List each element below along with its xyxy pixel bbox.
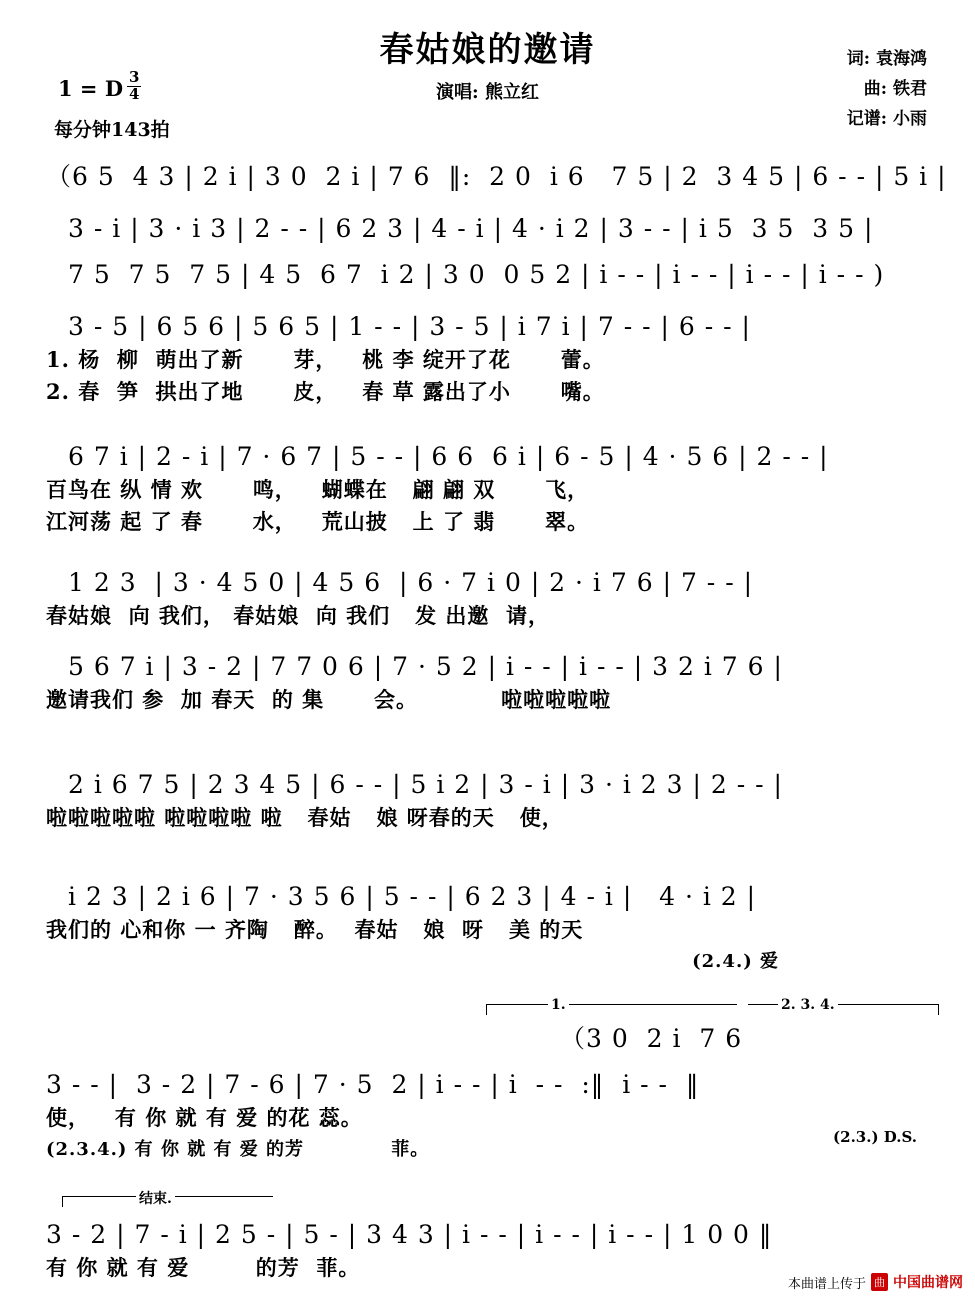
notator-credit: 记谱: 小雨 <box>846 109 927 129</box>
footer-attribution <box>788 1272 963 1292</box>
notation-row: 3 - i | 3 · i 3 | 2 - - | 6 2 3 | 4 - i | 4 · i 2 | 3 - - | i 5 3 5 3 5 | <box>68 214 874 243</box>
lyricist-credit: 词: 袁海鸿 <box>846 49 927 69</box>
score-line-3 <box>0 258 975 292</box>
page-title: 春姑娘的邀请 <box>379 30 596 70</box>
lyrics-verse-2: 江河荡 起 了 春 水， 荒山披 上 了 翡 翠。 <box>46 509 590 534</box>
second-ending-bracket <box>748 1004 939 1015</box>
singer-credit: 演唱: 熊立红 <box>436 82 539 103</box>
score-line-4 <box>0 310 975 408</box>
lyrics-verse-2: (2.3.4.) 有 你 就 有 爱 的芳 菲。 <box>46 1139 430 1160</box>
notation-row: i 2 3 | 2 i 6 | 7 · 3 5 6 | 5 - - | 6 2 3 | 4 - i | 4 · i 2 | <box>68 882 757 911</box>
time-signature-numerator: 3 <box>129 68 140 86</box>
notation-row: 3 - 2 | 7 - i | 2 5 - | 5 - | 3 4 3 | i - - | i - - | i - - | 1 0 0 ‖ <box>46 1220 773 1249</box>
credits-block <box>847 44 927 134</box>
score-line-6 <box>0 566 975 632</box>
lyrics-verse-1: 1. 杨 柳 萌出了新 芽， 桃 李 绽开了花 蕾。 <box>46 347 605 372</box>
coda-label: 结束. <box>136 1188 175 1208</box>
score-line-5 <box>0 440 975 538</box>
lyrics-verse-1: 啦啦啦啦啦 啦啦啦啦 啦 春姑 娘 呀春的天 使， <box>46 805 564 830</box>
lyrics-verse-1: 邀请我们 参 加 春天 的 集 会。 啦啦啦啦啦 <box>46 687 612 712</box>
score-line-2 <box>0 212 975 246</box>
key-label: 1 = D <box>58 75 124 101</box>
site-badge-icon: 曲 <box>871 1273 888 1291</box>
score-line-8 <box>0 768 975 834</box>
notation-row: 7 5 7 5 7 5 | 4 5 6 7 i 2 | 3 0 0 5 2 | i - - | i - - | i - - | i - - ) <box>68 260 885 289</box>
time-signature-denominator: 4 <box>129 84 140 103</box>
lyrics-verse-1: 使， 有 你 就 有 爱 的花 蕊。 <box>46 1105 363 1130</box>
key-signature <box>58 68 141 105</box>
time-signature <box>127 70 141 103</box>
notation-row: 6 7 i | 2 - i | 7 · 6 7 | 5 - - | 6 6 6 i | 6 - 5 | 4 · 5 6 | 2 - - | <box>68 442 829 471</box>
lyrics-verse-2: 2. 春 笋 拱出了地 皮， 春 草 露出了小 嘴。 <box>46 379 605 404</box>
second-ending-label: 2. 3. 4. <box>778 997 838 1013</box>
lyrics-verse-1: 我们的 心和你 一 齐陶 醉。 春姑 娘 呀 美 的天 <box>46 917 584 942</box>
first-ending-bracket <box>486 1004 737 1015</box>
lyrics-verse-1: 百鸟在 纵 情 欢 鸣， 蝴蝶在 翩 翩 双 飞， <box>46 477 590 502</box>
notation-row: （6 5 4 3 | 2 i | 3 0 2 i | 7 6 ‖: 2 0 i 6 7 5 | 2 3 4 5 | 6 - - | 5 i | <box>46 162 947 191</box>
footer-text: 本曲谱上传于 <box>787 1276 866 1292</box>
notation-row: 1 2 3 | 3 · 4 5 0 | 4 5 6 | 6 · 7 i 0 | 2 · i 7 6 | 7 - - | <box>68 568 754 597</box>
site-name[interactable]: 中国曲谱网 <box>893 1275 963 1291</box>
ds-al-marking: (2.3.) D.S. <box>833 1128 917 1146</box>
score-line-1 <box>0 160 975 194</box>
first-ending-label: 1. <box>548 997 569 1013</box>
lyrics-verse-1: 有 你 就 有 爱 的芳 菲。 <box>46 1255 361 1280</box>
ornament-notation-row: （3 0 2 i 7 6 <box>560 1024 743 1053</box>
notation-row: 3 - 5 | 6 5 6 | 5 6 5 | 1 - - | 3 - 5 | i 7 i | 7 - - | 6 - - | <box>68 312 751 341</box>
notation-row: 2 i 6 7 5 | 2 3 4 5 | 6 - - | 5 i 2 | 3 - i | 3 · i 2 3 | 2 - - | <box>68 770 783 799</box>
notation-row: 5 6 7 i | 3 - 2 | 7 7 0 6 | 7 · 5 2 | i - - | i - - | 3 2 i 7 6 | <box>68 652 783 681</box>
score-line-10 <box>0 1068 975 1166</box>
score-line-7 <box>0 650 975 716</box>
score-line-9 <box>0 880 975 978</box>
lyrics-verse-2: (2.4.) 爱 <box>692 951 779 972</box>
notation-row: 3 - - | 3 - 2 | 7 - 6 | 7 · 5 2 | i - - | i - - :‖ i - - ‖ <box>46 1070 700 1099</box>
tempo-marking: 每分钟143拍 <box>54 119 170 141</box>
composer-credit: 曲: 铁君 <box>863 79 927 99</box>
lyrics-verse-1: 春姑娘 向 我们， 春姑娘 向 我们 发 出邀 请， <box>46 603 551 628</box>
